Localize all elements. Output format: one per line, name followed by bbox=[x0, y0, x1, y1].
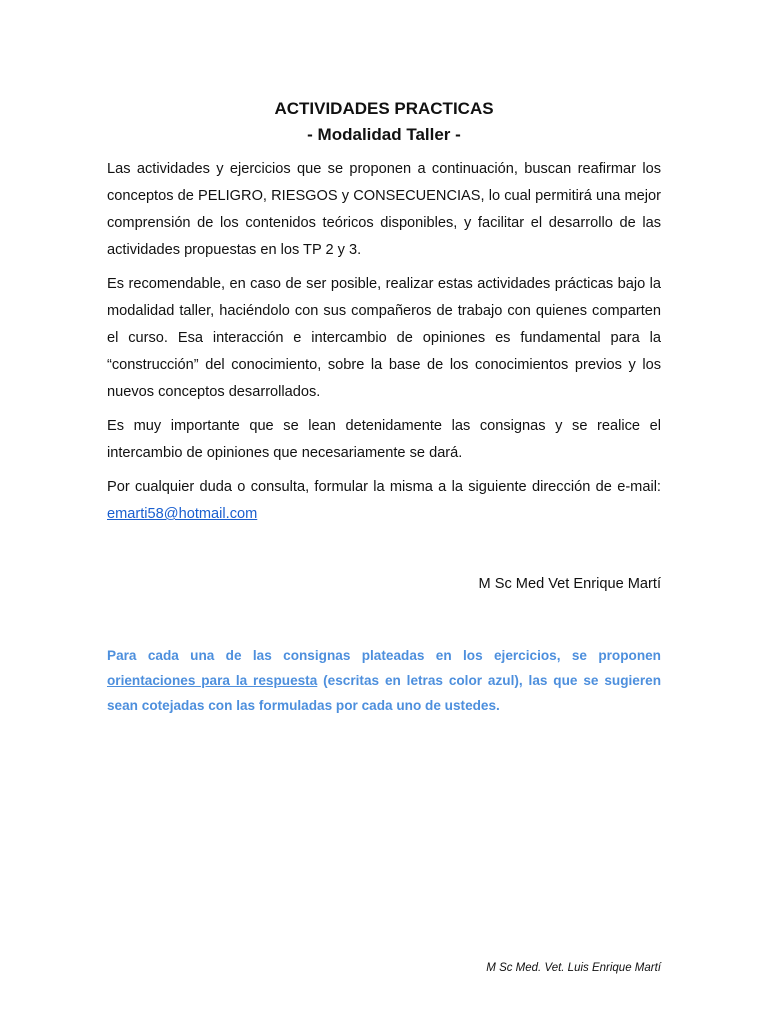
page-subtitle: - Modalidad Taller - bbox=[307, 125, 461, 144]
paragraph-intro: Las actividades y ejercicios que se proponen a continuación, buscan reafirmar los conceptos de PELIGRO, RIESGOS y CONSECUENCIAS, lo cual permitirá una mejor comprensión de los contenidos teóricos disponibles, y facilitar el desarrollo de las actividades propuestas en los TP 2 y 3. bbox=[107, 161, 661, 258]
page-title: ACTIVIDADES PRACTICAS bbox=[274, 99, 494, 118]
note-text-end: (escritas en letras color azul), las que se sugieren sean cotejadas con las formuladas por cada uno de ustedes. bbox=[107, 673, 661, 713]
signature: M Sc Med Vet Enrique Martí bbox=[478, 576, 661, 592]
email-link[interactable]: emarti58@hotmail.com bbox=[107, 506, 258, 522]
paragraph-recommendation: Es recomendable, en caso de ser posible, realizar estas actividades prácticas bajo la modalidad taller, haciéndolo con sus compañeros de trabajo con quienes comparten el curso. Esa interacción e intercambio de opiniones es fundamental para la “construcción” del conocimiento, sobre la base de los conocimientos previos y los nuevos conceptos desarrollados. bbox=[107, 276, 661, 400]
page-footer: M Sc Med. Vet. Luis Enrique Martí bbox=[486, 962, 661, 974]
blue-note bbox=[107, 643, 661, 718]
paragraph-contact bbox=[107, 474, 661, 528]
contact-text: Por cualquier duda o consulta, formular la misma a la siguiente dirección de e-mail: bbox=[107, 479, 661, 495]
document-body bbox=[107, 96, 661, 732]
note-answer-link[interactable]: orientaciones para la respuesta bbox=[107, 673, 318, 688]
paragraph-importance: Es muy importante que se lean detenidamente las consignas y se realice el intercambio de opiniones que necesariamente se dará. bbox=[107, 418, 661, 461]
note-text-start: Para cada una de las consignas plateadas en los ejercicios, se proponen bbox=[107, 648, 661, 663]
